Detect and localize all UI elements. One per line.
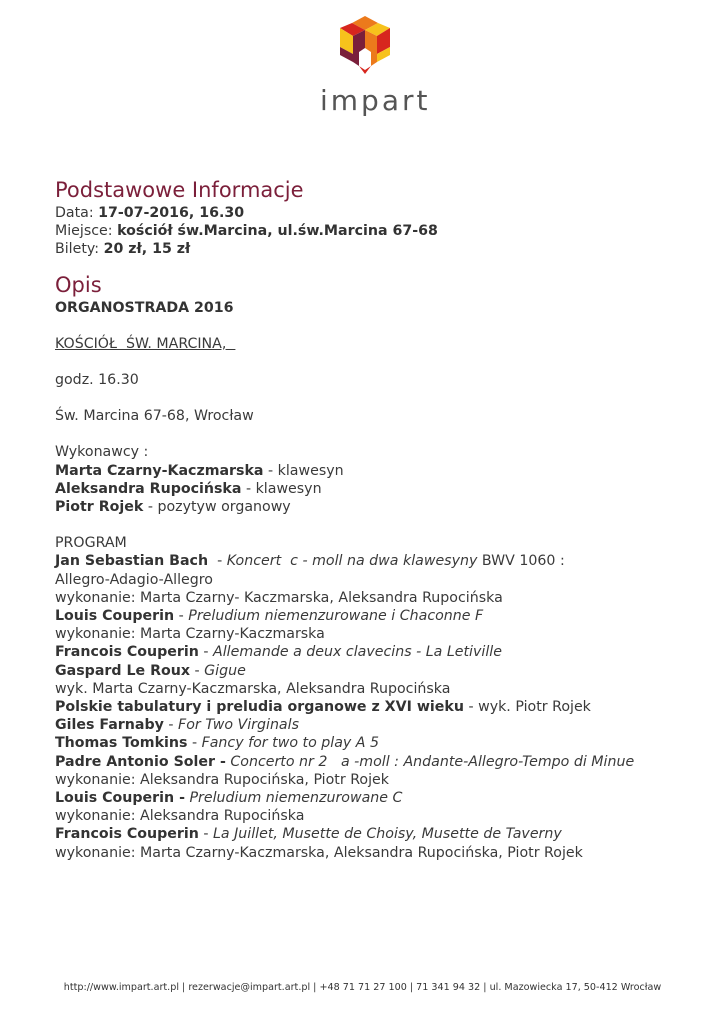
program-item	[55, 571, 695, 589]
performer-item	[55, 498, 695, 516]
performer-role: - klawesyn	[241, 480, 322, 497]
date-line	[55, 204, 695, 222]
performer-item	[55, 480, 695, 498]
tickets-label: Bilety:	[55, 241, 100, 258]
impart-logo-icon	[336, 14, 394, 76]
performer-name: Aleksandra Rupocińska	[55, 480, 242, 497]
program-text: wykonanie: Aleksandra Rupocińska, Piotr Rojek	[55, 771, 389, 788]
program-text: -	[190, 662, 205, 679]
tickets-value: 20 zł, 15 zł	[103, 241, 191, 258]
program-item	[55, 589, 695, 607]
work-title: La Juillet, Musette de Choisy, Musette de Taverny	[213, 826, 562, 843]
performers-label: Wykonawcy :	[55, 444, 149, 461]
performer-role: - pozytyw organowy	[143, 499, 291, 516]
program-item	[55, 789, 695, 807]
composer-name: Padre Antonio Soler -	[55, 753, 226, 770]
program-item	[55, 552, 695, 570]
event-title	[55, 299, 695, 317]
program-item	[55, 680, 695, 698]
program-text: -	[198, 644, 213, 661]
section-heading-basic: Podstawowe Informacje	[55, 178, 304, 202]
place-value: kościół św.Marcina, ul.św.Marcina 67-68	[117, 223, 438, 240]
tickets-line	[55, 240, 695, 258]
program-label: PROGRAM	[55, 535, 127, 552]
program-item	[55, 643, 695, 661]
performer-name: Marta Czarny-Kaczmarska	[55, 462, 264, 479]
program-text: Allegro-Adagio-Allegro	[55, 571, 213, 588]
program-item	[55, 716, 695, 734]
program-text: wykonanie: Marta Czarny- Kaczmarska, Aleksandra Rupocińska	[55, 589, 503, 606]
program-text: -	[198, 826, 213, 843]
program-item	[55, 771, 695, 789]
event-time: godz. 16.30	[55, 372, 139, 389]
composer-name: Giles Farnaby	[55, 717, 164, 734]
program-item	[55, 825, 695, 843]
work-title: Concerto nr 2 a -moll : Andante-Allegro-Tempo di Minue	[230, 753, 635, 770]
work-title: Koncert c - moll na dwa klawesyny	[226, 553, 478, 570]
composer-name: Francois Couperin	[55, 826, 199, 843]
footer-contact: http://www.impart.art.pl | rezerwacje@impart.art.pl | +48 71 71 27 100 | 71 341 94 32 | ul. Mazowiecka 17, 50-412 Wrocław	[63, 982, 662, 993]
program-text: BWV 1060 :	[477, 553, 565, 570]
performer-item	[55, 462, 695, 480]
main-content	[55, 176, 695, 862]
work-title: Gigue	[204, 662, 246, 679]
work-title: Allemande a deux clavecins - La Letiville	[213, 644, 502, 661]
work-title: For Two Virginals	[178, 717, 299, 734]
program-text: wyk. Marta Czarny-Kaczmarska, Aleksandra Rupocińska	[55, 680, 451, 697]
program-text: -	[174, 608, 189, 625]
composer-name: Gaspard Le Roux	[55, 662, 191, 679]
work-title: Preludium niemenzurowane C	[189, 790, 403, 807]
program-text: -	[163, 717, 179, 734]
church-name: KOŚCIÓŁ ŚW. MARCINA,	[55, 335, 236, 352]
program-item	[55, 844, 695, 862]
performers-list	[55, 462, 695, 517]
work-title: Preludium niemenzurowane i Chaconne F	[188, 608, 484, 625]
composer-name: Jan Sebastian Bach	[55, 553, 209, 570]
program-item	[55, 807, 695, 825]
program-item	[55, 753, 695, 771]
section-heading-opis: Opis	[55, 272, 102, 297]
program-text: - wyk. Piotr Rojek	[463, 699, 591, 716]
program-item	[55, 662, 695, 680]
program-item	[55, 698, 695, 716]
place-label: Miejsce:	[55, 223, 113, 240]
logo-wordmark: impart	[320, 84, 431, 117]
event-address: Św. Marcina 67-68, Wrocław	[55, 408, 254, 425]
event-title-text: ORGANOSTRADA 2016	[55, 299, 234, 316]
program-item	[55, 607, 695, 625]
program-item	[55, 625, 695, 643]
composer-name: Francois Couperin	[55, 644, 199, 661]
performer-role: - klawesyn	[263, 462, 344, 479]
program-text: wykonanie: Aleksandra Rupocińska	[55, 808, 305, 825]
place-line	[55, 222, 695, 240]
impart-logo	[320, 14, 431, 117]
date-value: 17-07-2016, 16.30	[98, 205, 245, 221]
program-item	[55, 734, 695, 752]
program-text: -	[187, 735, 202, 752]
composer-name: Louis Couperin	[55, 608, 175, 625]
composer-name: Polskie tabulatury i preludia organowe z XVI wieku	[55, 699, 464, 716]
program-text: wykonanie: Marta Czarny-Kaczmarska	[55, 626, 325, 643]
date-label: Data:	[55, 205, 94, 221]
performer-name: Piotr Rojek	[55, 499, 144, 516]
program-list	[55, 552, 695, 861]
composer-name: Louis Couperin -	[55, 790, 185, 807]
work-title: Fancy for two to play A 5	[201, 735, 380, 752]
program-text: wykonanie: Marta Czarny-Kaczmarska, Aleksandra Rupocińska, Piotr Rojek	[55, 844, 583, 861]
composer-name: Thomas Tomkins	[55, 735, 188, 752]
program-text: -	[208, 553, 227, 570]
